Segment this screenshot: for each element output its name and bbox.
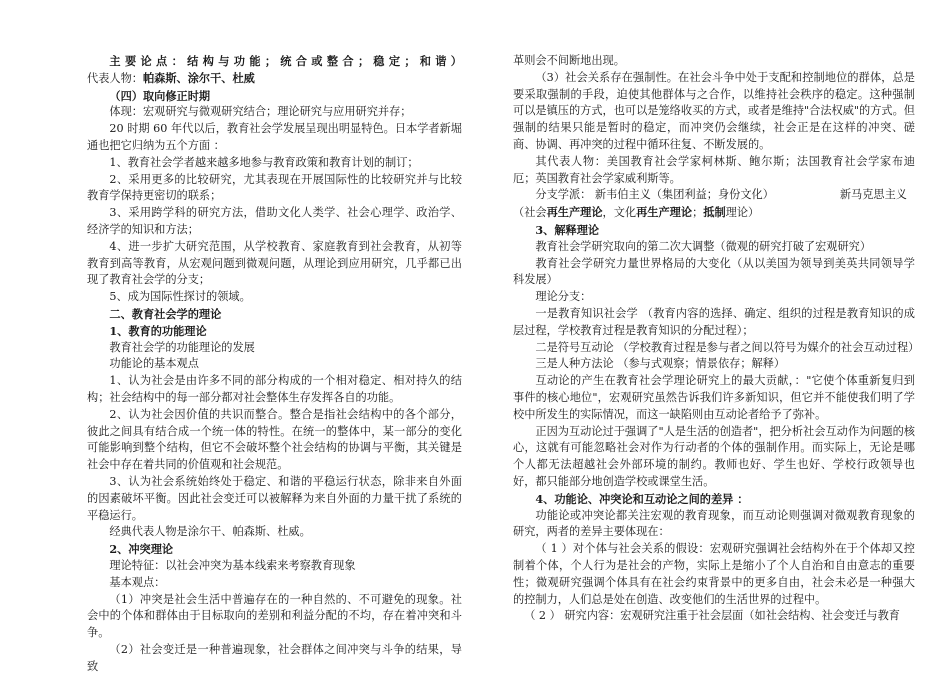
embodiment-line: 体现：宏观研究与微观研究结合；理论研究与应用研究并存； xyxy=(109,105,412,119)
aspect-4: 4、进一步扩大研究范围，从学校教育、家庭教育到社会教育，从初等教育到高等教育，从宏观问题到微观问题，从理论到应用研究，几乎都已出现了教育社会学的分支； xyxy=(87,239,462,287)
interaction-critique: 正因为互动论过于强调了"人是生活的创造者"，把分析社会互动作为问题的核心，这就有可能忽略社会对作为行动者的个体的强制作用。而实际上，无论是哪个人都无法超越社会外部环境的制约。教师也好、学生也好、学校行政领导也好，都只能部分地创造学校或课堂生活。 xyxy=(513,424,915,488)
differences-intro: 功能论或冲突论都关注宏观的教育现象，而互动论则强调对微观教育现象的研究，两者的差异主要体现在： xyxy=(513,508,915,539)
function-basic-views: 功能论的基本观点 xyxy=(109,357,199,371)
heading-interpretive-theory: 3、解释理论 xyxy=(535,222,600,237)
continued-text: 革则会不间断地出现。 xyxy=(513,54,625,67)
function-view-1: 1、认为社会是由许多不同的部分构成的一个相对稳定、相对持久的结构；社会结构中的每一部分都对社会整体生存发挥各自的功能。 xyxy=(87,374,462,404)
classic-representatives: 经典代表人物是涂尔干、帕森斯、杜威。 xyxy=(109,525,311,539)
branch-mid: ，文化 xyxy=(602,206,637,220)
second-adjustment: 教育社会学研究取向的第二次大调整（微观的研究打破了宏观研究） xyxy=(535,239,872,253)
branch-knowledge-sociology: 一是教育知识社会学 （教育内容的选择、确定、组织的过程是教育知识的成层过程，学校教育过程是教育知识的分配过程）； xyxy=(513,306,915,337)
theory-feature: 理论特征：以社会冲突为基本线索来考察教育现象 xyxy=(109,558,356,572)
reproduction-theory-2: 再生产理论 xyxy=(636,205,693,220)
aspect-3: 3、采用跨学科的研究方法，借助文化人类学、社会心理学、政治学、经济学的知识和方法； xyxy=(87,206,462,236)
difference-2: （ 2 ） 研究内容：宏观研究注重于社会层面（如社会结构、社会变迁与教育 xyxy=(524,609,900,623)
representatives-line xyxy=(87,70,462,88)
heading-function-theory: 1、教育的功能理论 xyxy=(109,323,207,338)
difference-1: （ 1 ）对个体与社会关系的假设：宏观研究强调社会结构外在于个体却又控制着个体，个人行为是社会的产物，实际上是缩小了个人自治和自由意志的重要性；微观研究强调个体具有在社会约束背景中的更多自由，社会未必是一种强大的控制力，人们总是处在创造、改变他们的生活世界的过程中。 xyxy=(513,542,915,606)
branch-neo-weber: 分支学派： 新韦伯主义（集团利益；身份文化） xyxy=(535,188,774,202)
branch-theories-line xyxy=(513,204,915,222)
aspect-2: 2、采用更多的比较研究，尤其表现在开展国际性的比较研究并与比较教育学保持更密切的联系； xyxy=(87,172,462,203)
aspect-5: 5、成为国际性探讨的领域。 xyxy=(109,290,251,304)
conflict-view-1: （1）冲突是社会生活中普遍存在的一种自然的、不可避免的现象。社会中的个体和群体由于目标取向的差别和利益分配的不均，存在着冲突和斗争。 xyxy=(87,592,462,640)
interaction-contribution: 互动论的产生在教育社会学理论研究上的最大贡献，："它使个体重新复归到事件的核心地位"，宏观研究虽然告诉我们许多新知识，但它并不能使我们明了学校中所发生的实际情况，而这一缺陷则由互动论者给予了弥补。 xyxy=(513,374,915,421)
theory-branches-label: 理论分支： xyxy=(535,290,592,304)
branch-prefix: （社会 xyxy=(513,206,547,220)
conflict-representatives: 其代表人物：美国教育社会学家柯林斯、鲍尔斯；法国教育社会学家布迪厄；英国教育社会学家威利斯等。 xyxy=(513,154,915,185)
function-view-3: 3、认为社会系统始终处于稳定、和谐的平稳运行状态，除非来自外面的因素破坏平衡。因此社会变迁可以被解释为来自外面的力量干扰了系统的平稳运行。 xyxy=(87,474,462,522)
conflict-view-2: （2）社会变迁是一种普遍现象，社会群体之间冲突与斗争的结果，导致 xyxy=(87,642,462,673)
branch-ethnomethodology: 三是人种方法论 （参与式观察；情景依存；解释） xyxy=(535,357,786,371)
section-4-title: （四）取向修正时期 xyxy=(109,88,211,103)
global-change: 教育社会学研究力量世界格局的大变化（从以美国为领导到美英共同领导学科发展） xyxy=(513,256,915,287)
heading-conflict-theory: 2、冲突理论 xyxy=(109,542,174,557)
right-column xyxy=(513,53,920,623)
resistance-label: 抵制 xyxy=(703,205,726,220)
branch-schools-line xyxy=(513,187,915,204)
branch-neo-marx: 新马克思主义 xyxy=(839,188,907,202)
left-column xyxy=(87,53,462,673)
main-points-line: 主 要 论 点 ： 结 构 与 功 能 ； 统 合 或 整 合 ； 稳 定 ； 和 谐 ） xyxy=(109,54,462,68)
reproduction-theory-1: 再生产理论 xyxy=(546,205,603,220)
heading-differences: 4、功能论、冲突论和互动论之间的差异 ： xyxy=(535,491,749,506)
function-development: 教育社会学的功能理论的发展 xyxy=(109,340,255,354)
sixties-paragraph: 20 时期 60 年代以后，教育社会学发展呈现出明显特色。日本学者新堀通也把它归纳为五个方面 ： xyxy=(87,122,462,152)
representatives-names: 帕森斯、涂尔干、杜威 xyxy=(142,70,255,85)
aspect-1: 1、教育社会学者越来越多地参与教育政策和教育计划的制订； xyxy=(109,155,419,169)
basic-views-label: 基本观点： xyxy=(109,575,166,589)
branch-sep: ； xyxy=(692,206,704,220)
conflict-view-3: （3）社会关系存在强制性。在社会斗争中处于支配和控制地位的群体，总是要采取强制的手段，迫使其他群体与之合作，以维持社会秩序的稳定。这种强制可以是镇压的方式，也可以是笼络收买的方式，或者是维持"合法权威"的方式。但强制的结果只能是暂时的稳定，而冲突仍会继续，社会正是在这样的冲突、磋商、协调、再冲突的过程中循环往复、不断发展的。 xyxy=(513,70,915,151)
branch-suffix: 理论） xyxy=(725,206,760,220)
function-view-2: 2、认为社会因价值的共识而整合。整合是指社会结构中的各个部分，彼此之间具有结合成一个统一体的特性。在统一的整体中，某一部分的变化可能影响到整个结构，但它不会破坏整个社会结构的协调与平衡，其关键是社会中存在着共同的价值观和社会规范。 xyxy=(87,407,462,472)
representatives-label: 代表人物： xyxy=(87,71,143,85)
branch-symbolic-interaction: 二是符号互动论 （学校教育过程是参与者之间以符号为媒介的社会互动过程） xyxy=(535,340,920,354)
heading-theory: 二、教育社会学的理论 xyxy=(109,306,222,321)
